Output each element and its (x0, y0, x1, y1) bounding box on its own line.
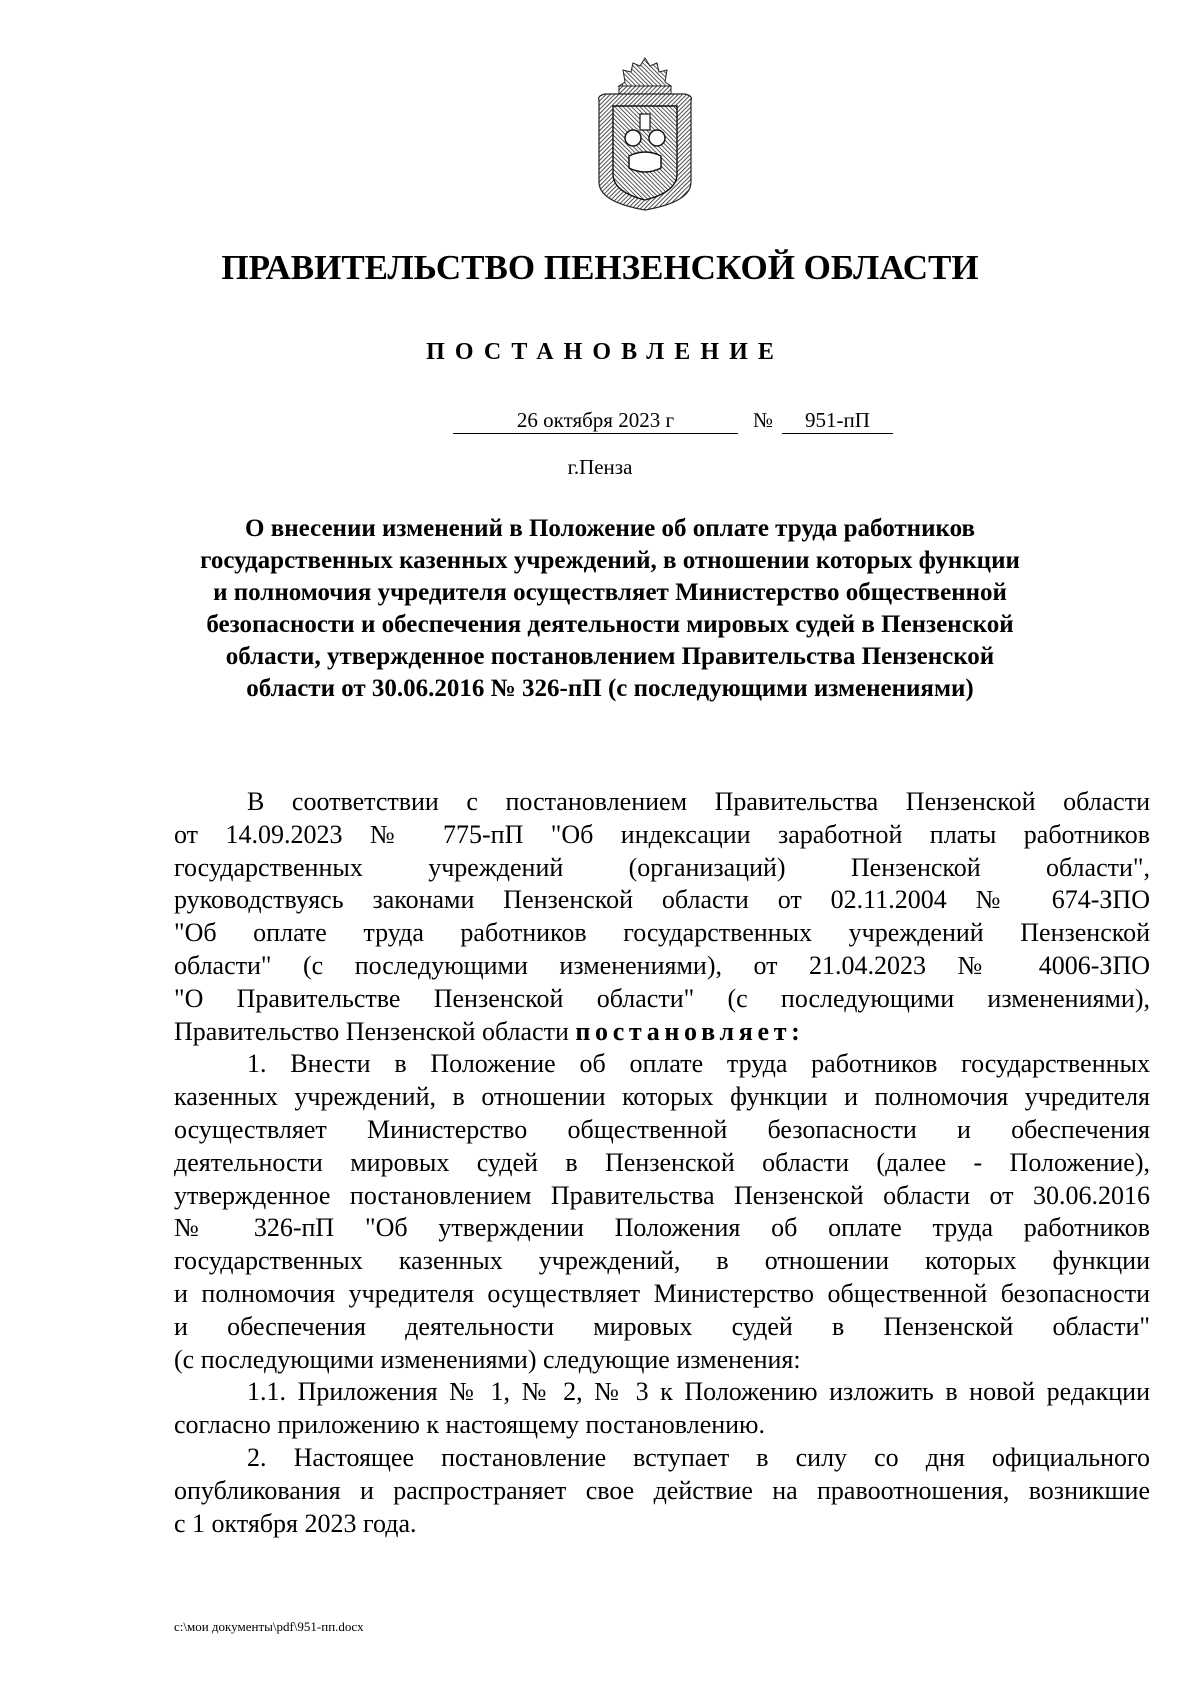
document-city: г.Пенза (567, 455, 633, 479)
body-line: 1. Внести в Положение об оплате труда работников государственных (247, 1049, 1150, 1079)
body-line: и обеспечения деятельности мировых судей в Пензенской области" (174, 1311, 1150, 1341)
body-line: "Об оплате труда работников государственных учреждений Пензенской (174, 918, 1150, 948)
body-line-text: Правительство Пензенской области (174, 1016, 569, 1046)
body-line: области" (с последующими изменениями), от 21.04.2023 № 4006-ЗПО (174, 950, 1150, 980)
body-line: 2. Настоящее постановление вступает в силу со дня официального (247, 1442, 1150, 1472)
title-line: государственных казенных учреждений, в отношении которых функции (200, 547, 1020, 574)
number-sign: № (752, 408, 774, 432)
body-line: и полномочия учредителя осуществляет Министерство общественной безопасности (174, 1278, 1150, 1308)
document-title (180, 513, 1040, 705)
body-line: 1.1. Приложения № 1, № 2, № 3 к Положению изложить в новой редакции (247, 1377, 1150, 1407)
coat-of-arms-emblem (593, 56, 697, 212)
title-line: О внесении изменений в Положение об оплате труда работников (245, 515, 975, 542)
body-line: осуществляет Министерство общественной безопасности и обеспечения (174, 1114, 1150, 1144)
body-line: деятельности мировых судей в Пензенской области (далее - Положение), (174, 1147, 1150, 1177)
body-line: от 14.09.2023 № 775-пП "Об индексации заработной платы работников (174, 819, 1150, 849)
file-path-footer: c:\мои документы\pdf\951-пп.docx (174, 1619, 364, 1634)
organization-name: ПРАВИТЕЛЬСТВО ПЕНЗЕНСКОЙ ОБЛАСТИ (221, 248, 979, 287)
body-line: опубликования и распространяет свое действие на правоотношения, возникшие (174, 1475, 1150, 1505)
document-type: ПОСТАНОВЛЕНИЕ (426, 339, 784, 365)
title-line: и полномочия учредителя осуществляет Министерство общественной (213, 579, 1007, 606)
body-line: казенных учреждений, в отношении которых функции и полномочия учредителя (174, 1082, 1150, 1112)
body-line: № 326-пП "Об утверждении Положения об оплате труда работников (174, 1213, 1150, 1243)
title-line: области от 30.06.2016 № 326-пП (с последующими изменениями) (246, 675, 974, 702)
body-line: "О Правительстве Пензенской области" (с последующими изменениями), (174, 983, 1150, 1013)
body-line: утвержденное постановлением Правительства Пензенской области от 30.06.2016 (174, 1180, 1150, 1210)
body-line: государственных казенных учреждений, в отношении которых функции (174, 1246, 1150, 1276)
body-line: (с последующими изменениями) следующие изменения: (174, 1344, 801, 1374)
title-line: безопасности и обеспечения деятельности мировых судей в Пензенской (206, 611, 1014, 638)
resolves-word: постановляет: (575, 1016, 805, 1046)
body-line: В соответствии с постановлением Правительства Пензенской области (247, 787, 1150, 816)
document-number: 951-пП (782, 407, 893, 434)
body-line: согласно приложению к настоящему постановлению. (174, 1410, 765, 1440)
document-body (174, 786, 1150, 1540)
title-line: области, утвержденное постановлением Правительства Пензенской (225, 643, 995, 670)
body-line (174, 1016, 1150, 1049)
document-date: 26 октября 2023 г (453, 407, 738, 434)
body-line: руководствуясь законами Пензенской области от 02.11.2004 № 674-ЗПО (174, 885, 1150, 915)
body-line: государственных учреждений (организаций) Пензенской области", (174, 852, 1150, 882)
body-line: с 1 октября 2023 года. (174, 1508, 417, 1538)
